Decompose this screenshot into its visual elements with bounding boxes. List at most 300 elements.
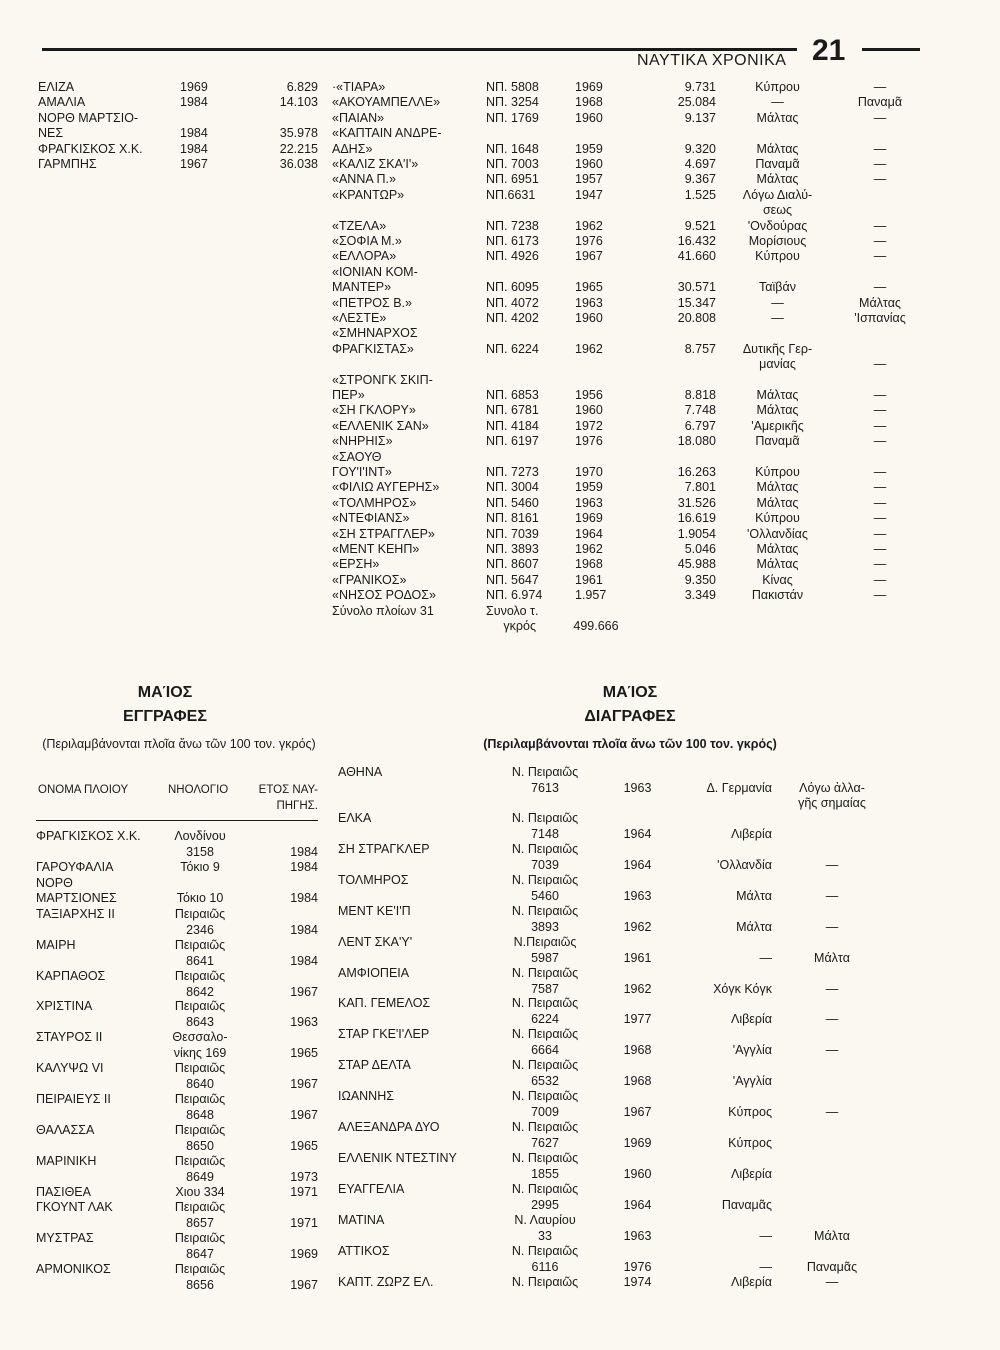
note: — xyxy=(873,495,887,510)
table-row xyxy=(0,419,940,435)
registry-number: ΝΠ. 4202 xyxy=(486,311,539,325)
note: — xyxy=(873,110,887,125)
build-year: 1984 xyxy=(290,891,318,905)
build-year: 1962 xyxy=(575,341,603,356)
registry-number: ΝΠ. 4184 xyxy=(486,418,539,433)
deletion-reason: Μάλτα xyxy=(814,1228,850,1243)
ship-name: ΑΜΑΛΙΑ xyxy=(38,95,86,110)
ship-name: «ΠΕΤΡΟΣ Β.» xyxy=(332,295,412,310)
build-year: 1970 xyxy=(575,465,603,479)
ship-name: ΦΡΑΓΚΙΣΚΟΣ Χ.Κ. xyxy=(36,829,141,843)
ship-name: ΕΥΑΓΓΕΛΙΑ xyxy=(338,1182,405,1196)
registry-port: Πειραιῶς xyxy=(174,1200,226,1214)
registry-port: Ν. Πειραιῶς xyxy=(511,904,579,918)
tonnage: 36.038 xyxy=(279,157,318,171)
registry-number: 8641 xyxy=(186,953,214,968)
registry-port: Ν. Πειραιῶς xyxy=(511,1182,579,1196)
new-flag: Κύπρου xyxy=(755,465,800,479)
ship-name: ΚΑΠ. ΓΕΜΕΛΟΣ xyxy=(338,996,431,1010)
new-flag: Ταϊβάν xyxy=(759,280,796,295)
build-year: 1960 xyxy=(575,311,603,325)
ship-name: «ΦΙΛΙΩ ΑΥΓΕΡΗΣ» xyxy=(332,480,440,495)
registry-number: 8656 xyxy=(186,1277,214,1292)
deletion-reason: — xyxy=(825,919,839,934)
registrations-month: ΜΑΊΟΣ xyxy=(137,684,193,701)
registry-number: νίκης 169 xyxy=(173,1045,227,1060)
table-row xyxy=(0,480,940,496)
registrations-title: ΕΓΓΡΑΦΕΣ xyxy=(123,708,207,725)
registry-number: 8648 xyxy=(186,1107,214,1122)
registry-number: 8642 xyxy=(186,984,214,999)
registry-port: Ν. Πειραιῶς xyxy=(511,811,579,825)
tonnage: 9.350 xyxy=(684,572,716,587)
registry-port: Πειραιῶς xyxy=(174,1231,226,1245)
ship-name: «ΣΤΡΟΝΓΚ ΣΚΙΠ- xyxy=(332,372,433,387)
build-year: 1962 xyxy=(575,542,603,556)
table-row xyxy=(0,234,940,250)
table-row xyxy=(0,604,940,620)
ship-name: «ΕΛΛΟΡΑ» xyxy=(332,249,397,264)
ship-name: «ΝΗΣΟΣ ΡΟΔΟΣ» xyxy=(332,588,436,603)
tonnage: 20.808 xyxy=(677,311,716,325)
registry-number: ΝΠ. 7039 xyxy=(486,526,539,541)
new-flag: σεως xyxy=(762,203,793,218)
build-year: 1963 xyxy=(623,1228,652,1243)
build-year: 1963 xyxy=(623,888,652,903)
tonnage: 1.9054 xyxy=(677,526,716,541)
build-year: 1968 xyxy=(575,557,603,572)
new-flag: — xyxy=(759,950,772,965)
tonnage: 9.521 xyxy=(684,218,716,233)
ship-name: ΓΑΡΟΥΦΑΛΙΑ xyxy=(36,860,114,874)
tonnage: 6.797 xyxy=(684,418,716,433)
new-flag: 'Ολλανδίας xyxy=(747,526,808,541)
ship-name: ΑΘΗΝΑ xyxy=(338,765,383,779)
registry-port: Πειραιῶς xyxy=(174,1154,226,1168)
registry-port: Πειραιῶς xyxy=(174,907,226,921)
registry-number: 6532 xyxy=(531,1073,559,1088)
ship-name: «ΜΕΝΤ ΚΕΗΠ» xyxy=(332,542,420,556)
ship-name: ΓΑΡΜΠΗΣ xyxy=(38,157,97,171)
tonnage: 8.818 xyxy=(684,388,716,402)
tonnage: 41.660 xyxy=(677,249,716,264)
table-row xyxy=(0,557,940,573)
build-year: 1960 xyxy=(623,1166,652,1181)
note: — xyxy=(873,157,887,171)
deletion-reason: Λόγω ἀλλα- xyxy=(799,780,865,795)
registry-number: ΝΠ. 6853 xyxy=(486,388,539,402)
build-year: 1968 xyxy=(623,1073,652,1088)
note: — xyxy=(873,80,887,94)
note: — xyxy=(873,388,887,402)
tonnage: 9.367 xyxy=(684,172,716,187)
new-flag: 'Αμερικῆς xyxy=(751,418,804,433)
note: — xyxy=(873,526,887,541)
registry-number: γκρός xyxy=(503,619,536,633)
build-year: 1963 xyxy=(575,495,603,510)
build-year: 1962 xyxy=(575,218,603,233)
new-flag: Κύπρου xyxy=(755,80,800,94)
header-rule-right xyxy=(862,48,920,51)
registry-port: Ν. Πειραιῶς xyxy=(511,1058,579,1072)
ship-name: ΜΑΤΙΝΑ xyxy=(338,1213,385,1227)
col-header-registry: ΝΗΟΛΟΓΙΟ xyxy=(168,784,229,796)
build-year: 499.666 xyxy=(573,619,619,633)
ship-name: ΦΡΑΓΚΙΣΤΑΣ» xyxy=(332,341,414,356)
registry-number: ΝΠ. 8607 xyxy=(486,557,539,572)
tonnage: 1.525 xyxy=(684,187,716,202)
build-year: 1960 xyxy=(575,110,603,125)
ship-name: ΜΥΣΤΡΑΣ xyxy=(36,1231,94,1245)
ship-name: «ΙΟΝΙΑΝ ΚΟΜ- xyxy=(332,264,418,279)
table-row xyxy=(0,619,940,635)
registry-port: Ν. Πειραιῶς xyxy=(511,996,579,1010)
table-row xyxy=(0,172,940,188)
registry-port: Ν. Πειραιῶς xyxy=(511,1151,579,1165)
new-flag: Μάλτας xyxy=(756,542,799,556)
build-year: 1965 xyxy=(290,1138,318,1153)
table-row xyxy=(0,249,940,265)
ship-name: «ΚΑΛΙΖ ΣΚΑ'Ι'» xyxy=(332,157,419,171)
ship-name: «ΝΤΕΦΙΑΝΣ» xyxy=(332,511,410,526)
table-row xyxy=(0,296,940,312)
new-flag: Μάλτας xyxy=(756,110,799,125)
table-row xyxy=(0,342,940,358)
ship-name: «ΓΡΑΝΙΚΟΣ» xyxy=(332,572,407,587)
deletion-reason: — xyxy=(825,1275,839,1289)
registry-number: ΝΠ. 6.974 xyxy=(486,588,543,603)
new-flag: 'Ονδούρας xyxy=(747,218,808,233)
ship-name: ΑΛΕΞΑΝΔΡΑ ΔΥΟ xyxy=(338,1120,440,1134)
registry-number: 33 xyxy=(538,1228,552,1243)
deletion-reason-cont: γῆς σημαίας xyxy=(798,796,866,810)
table-row xyxy=(0,311,940,327)
ship-name: ΤΑΞΙΑΡΧΗΣ ΙΙ xyxy=(36,907,115,921)
ship-name: ΑΤΤΙΚΟΣ xyxy=(338,1244,390,1258)
ship-name: ΑΜΦΙΟΠΕΙΑ xyxy=(338,966,410,980)
ship-name: «ΣΗ ΓΚΛΟΡΥ» xyxy=(332,403,416,418)
tonnage: 4.697 xyxy=(684,157,716,171)
build-year: 1969 xyxy=(575,80,603,94)
ship-name: ΜΕΝΤ ΚΕ'Ι'Π xyxy=(338,904,411,918)
tonnage: 15.347 xyxy=(677,295,716,310)
new-flag: Λόγω Διαλύ- xyxy=(742,187,813,202)
note: — xyxy=(873,465,887,479)
registry-number: ΝΠ. 1648 xyxy=(486,141,539,156)
table-row xyxy=(0,403,940,419)
tonnage: 16.263 xyxy=(677,465,716,479)
build-year: 1960 xyxy=(575,157,603,171)
note: — xyxy=(873,357,887,372)
registry-number: Συνολο τ. xyxy=(486,603,539,618)
build-year: 1963 xyxy=(290,1014,318,1029)
table-row xyxy=(0,588,940,604)
new-flag: — xyxy=(771,311,784,325)
build-year: 1960 xyxy=(575,403,603,418)
registry-number: ΝΠ. 4926 xyxy=(486,249,539,264)
table-row xyxy=(0,188,940,204)
build-year: 1967 xyxy=(180,157,208,171)
registry-number: ΝΠ. 5460 xyxy=(486,495,539,510)
build-year: 1968 xyxy=(623,1042,652,1057)
ship-name: ΚΑΠΤ. ΖΩΡΖ ΕΛ. xyxy=(338,1275,434,1289)
ship-name: ΠΕΡ» xyxy=(332,388,365,402)
ship-name: «ΤΟΛΜΗΡΟΣ» xyxy=(332,495,417,510)
registry-port: Ν. Πειραιῶς xyxy=(511,966,579,980)
registry-number: 7627 xyxy=(531,1135,559,1150)
build-year: 1962 xyxy=(623,981,652,996)
ship-name: ΣΤΑΥΡΟΣ ΙΙ xyxy=(36,1030,103,1044)
note: — xyxy=(873,218,887,233)
note: — xyxy=(873,542,887,556)
new-flag: — xyxy=(771,295,784,310)
new-flag: — xyxy=(759,1259,772,1274)
deletion-reason: — xyxy=(825,1104,839,1119)
table-row xyxy=(0,527,940,543)
tonnage: 30.571 xyxy=(677,280,716,295)
build-year: 1968 xyxy=(575,95,603,110)
registry-number: ΝΠ. 8161 xyxy=(486,511,539,526)
new-flag: Κύπρος xyxy=(728,1104,772,1119)
tonnage: 35.978 xyxy=(279,126,318,141)
note: — xyxy=(873,249,887,264)
registrations-header-rule xyxy=(36,820,318,821)
tonnage: 16.619 xyxy=(677,511,716,526)
registry-port: Πειραιῶς xyxy=(174,969,226,983)
new-flag: Μάλτας xyxy=(756,388,799,402)
registry-number: ΝΠ. 3893 xyxy=(486,542,539,556)
registry-number: ΝΠ. 7003 xyxy=(486,157,539,171)
build-year: 1984 xyxy=(290,860,318,874)
registry-number: 3893 xyxy=(531,919,559,934)
tonnage: 8.757 xyxy=(684,341,716,356)
build-year: 1971 xyxy=(290,1185,318,1199)
registry-port: Πειραιῶς xyxy=(174,999,226,1013)
build-year: 1967 xyxy=(290,1107,318,1122)
build-year: 1984 xyxy=(290,844,318,859)
build-year: 1964 xyxy=(623,1197,652,1212)
build-year: 1984 xyxy=(180,126,208,141)
build-year: 1964 xyxy=(575,526,603,541)
registry-port: Λονδίνου xyxy=(174,829,226,843)
table-row xyxy=(0,465,940,481)
registry-number: 5460 xyxy=(531,888,559,903)
build-year: 1974 xyxy=(623,1275,652,1289)
registry-number: ΝΠ. 4072 xyxy=(486,295,539,310)
ship-name: ΝΟΡΘ xyxy=(36,876,73,890)
new-flag: 'Αγγλία xyxy=(732,1073,772,1088)
ship-name: ΚΑΛΥΨΩ VI xyxy=(36,1061,104,1075)
registry-number: 8640 xyxy=(186,1076,214,1091)
table-row xyxy=(0,219,940,235)
deletion-reason: — xyxy=(825,1042,839,1057)
registry-number: 6116 xyxy=(531,1259,559,1274)
build-year: 1964 xyxy=(623,857,652,872)
ship-name: ·«ΤΙΑΡΑ» xyxy=(332,80,386,94)
tonnage: 9.320 xyxy=(684,141,716,156)
ship-name: «ΕΡΣΗ» xyxy=(332,557,380,572)
table-row xyxy=(0,326,940,342)
ship-name: ΤΟΛΜΗΡΟΣ xyxy=(338,873,409,887)
table-row xyxy=(0,280,940,296)
note: Παναμᾶ xyxy=(857,95,903,110)
new-flag: 'Ολλανδία xyxy=(717,857,772,872)
table-row xyxy=(0,496,940,512)
ship-name: «ΚΡΑΝΤΩΡ» xyxy=(332,187,405,202)
note: — xyxy=(873,403,887,418)
table-row xyxy=(0,111,940,127)
registry-number: 8647 xyxy=(186,1246,214,1261)
col-header-ship-name: ΟΝΟΜΑ ΠΛΟΙΟΥ xyxy=(38,784,129,796)
ship-name: ΜΑΝΤΕΡ» xyxy=(332,280,392,295)
note: — xyxy=(873,280,887,295)
table-row xyxy=(0,450,940,466)
table-row xyxy=(0,357,940,373)
build-year: 1965 xyxy=(290,1045,318,1060)
ship-name: ΕΛΛΕΝΙΚ ΝΤΕΣΤΙΝΥ xyxy=(338,1151,457,1165)
registry-port: Ν. Λαυρίου xyxy=(514,1213,576,1227)
new-flag: Λιβερία xyxy=(730,1275,772,1289)
build-year: 1.957 xyxy=(575,588,607,603)
tonnage: 5.046 xyxy=(684,542,716,556)
build-year: 1973 xyxy=(290,1169,318,1184)
ship-name: ΝΕΣ xyxy=(38,126,64,141)
registry-port: Ν.Πειραιῶς xyxy=(513,935,577,949)
registry-number: 8643 xyxy=(186,1014,214,1029)
registry-number: ΝΠ. 6173 xyxy=(486,234,539,248)
build-year: 1984 xyxy=(180,95,208,110)
ship-name: ΑΔΗΣ» xyxy=(332,141,373,156)
table-row xyxy=(0,157,940,173)
registry-number: ΝΠ. 5647 xyxy=(486,572,539,587)
build-year: 1962 xyxy=(623,919,652,934)
new-flag: μανίας xyxy=(759,357,796,372)
new-flag: Δυτικῆς Γερ- xyxy=(742,341,813,356)
page-number: 21 xyxy=(812,34,846,67)
table-row xyxy=(0,265,940,281)
table-row xyxy=(0,511,940,527)
ship-name: «ΝΗΡΗΙΣ» xyxy=(332,434,393,449)
table-row xyxy=(0,203,940,219)
ship-name: ΠΕΙΡΑΙΕΥΣ ΙΙ xyxy=(36,1092,111,1106)
build-year: 1947 xyxy=(575,187,603,202)
registry-number: ΝΠ. 7238 xyxy=(486,218,539,233)
new-flag: Λιβερία xyxy=(730,1166,772,1181)
ship-name: ΣΗ ΣΤΡΑΓΚΛΕΡ xyxy=(338,842,430,856)
deletions-month: ΜΑΊΟΣ xyxy=(602,684,658,701)
registry-number: ΝΠ. 1769 xyxy=(486,110,539,125)
ship-name: ΙΩΑΝΝΗΣ xyxy=(338,1089,394,1103)
ship-name: ΚΑΡΠΑΘΟΣ xyxy=(36,969,106,983)
new-flag: Παναμᾶς xyxy=(721,1197,772,1212)
build-year: 1963 xyxy=(623,780,652,795)
tonnage: 31.526 xyxy=(677,495,716,510)
new-flag: Μάλτα xyxy=(736,919,772,934)
registry-port: Πειραιῶς xyxy=(174,1262,226,1276)
tonnage: 16.432 xyxy=(677,234,716,248)
build-year: 1969 xyxy=(180,80,208,94)
registry-number: 6664 xyxy=(531,1042,559,1057)
registry-port: Τόκιο 9 xyxy=(180,860,220,874)
registry-number: ΝΠ. 6095 xyxy=(486,280,539,295)
note: — xyxy=(873,480,887,495)
tonnage: 3.349 xyxy=(684,588,716,603)
ship-name: «ΣΜΗΝΑΡΧΟΣ xyxy=(332,326,418,341)
table-row xyxy=(0,434,940,450)
table-row xyxy=(0,95,940,111)
build-year: 1969 xyxy=(290,1246,318,1261)
registry-port: Πειραιῶς xyxy=(174,1123,226,1137)
ship-name: «ΑΚΟΥΑΜΠΕΛΛΕ» xyxy=(332,95,441,110)
registry-port: Πειραιῶς xyxy=(174,1061,226,1075)
new-flag: Μάλτα xyxy=(736,888,772,903)
new-flag: Χόγκ Κόγκ xyxy=(713,981,772,996)
table-row xyxy=(0,388,940,404)
build-year: 1964 xyxy=(623,826,652,841)
ship-name: «ΑΝΝΑ Π.» xyxy=(332,172,396,187)
ship-name: ΦΡΑΓΚΙΣΚΟΣ Χ.Κ. xyxy=(38,141,143,156)
deletion-reason: — xyxy=(825,888,839,903)
registry-port: Θεσσαλο- xyxy=(172,1030,228,1044)
new-flag: Κίνας xyxy=(762,572,793,587)
new-flag: Δ. Γερμανία xyxy=(706,780,772,795)
build-year: 1976 xyxy=(575,234,603,248)
ship-name: «ΤΖΕΛΑ» xyxy=(332,218,387,233)
new-flag: Λιβερία xyxy=(730,1011,772,1026)
registry-number: 7613 xyxy=(531,780,559,795)
registry-port: Ν. Πειραιῶς xyxy=(511,1027,579,1041)
registry-port: Ν. Πειραιῶς xyxy=(511,1275,579,1289)
new-flag: Κύπρος xyxy=(728,1135,772,1150)
ship-name: «ΕΛΛΕΝΙΚ ΣΑΝ» xyxy=(332,418,429,433)
build-year: 1956 xyxy=(575,388,603,402)
tonnage: 45.988 xyxy=(677,557,716,572)
new-flag: Μάλτας xyxy=(756,480,799,495)
tonnage: 7.801 xyxy=(684,480,716,495)
registry-number: ΝΠ. 6951 xyxy=(486,172,539,187)
new-flag: Μορίσιους xyxy=(748,234,807,248)
new-flag: Μάλτας xyxy=(756,172,799,187)
new-flag: Μάλτας xyxy=(756,403,799,418)
registry-number: ΝΠ. 6224 xyxy=(486,341,539,356)
registry-port: Ν. Πειραιῶς xyxy=(511,1120,579,1134)
tonnage: 7.748 xyxy=(684,403,716,418)
build-year: 1967 xyxy=(290,984,318,999)
registry-number: ΝΠ. 7273 xyxy=(486,465,539,479)
registry-number: 8657 xyxy=(186,1215,214,1230)
tonnage: 25.084 xyxy=(677,95,716,110)
note: — xyxy=(873,172,887,187)
ship-name: «ΠΑΙΑΝ» xyxy=(332,110,385,125)
registry-port: Χιου 334 xyxy=(175,1185,225,1199)
ship-name: ΜΑΙΡΗ xyxy=(36,938,76,952)
note: Μάλτας xyxy=(859,295,901,310)
tonnage: 9.731 xyxy=(684,80,716,94)
registry-port: Ν. Πειραιῶς xyxy=(511,1089,579,1103)
table-row xyxy=(0,542,940,558)
registry-number: ΝΠ. 3004 xyxy=(486,480,539,495)
build-year: 1959 xyxy=(575,141,603,156)
registry-number: 2995 xyxy=(531,1197,559,1212)
build-year: 1969 xyxy=(575,511,603,526)
table-row xyxy=(0,126,940,142)
ship-name: ΠΑΣΙΘΕΑ xyxy=(36,1185,91,1199)
note: 'Ισπανίας xyxy=(854,311,906,325)
registry-port: Πειραιῶς xyxy=(174,1092,226,1106)
registry-number: 6224 xyxy=(531,1011,559,1026)
ship-name: «ΚΑΠΤΑΙΝ ΑΝΔΡΕ- xyxy=(332,126,442,141)
build-year: 1976 xyxy=(575,434,603,449)
